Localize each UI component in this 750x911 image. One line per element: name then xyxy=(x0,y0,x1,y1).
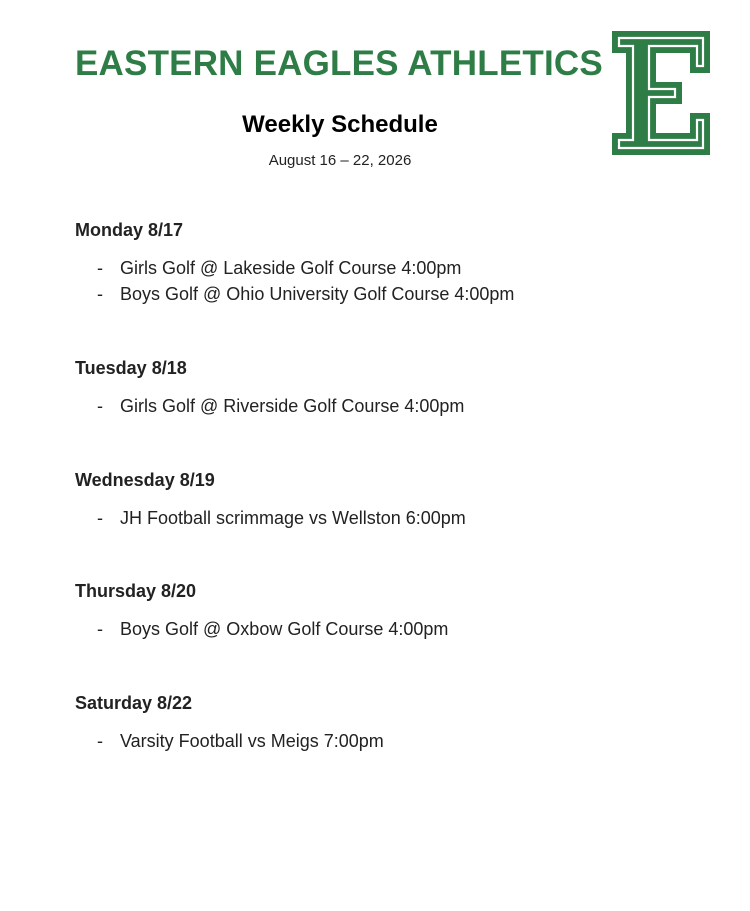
event-list xyxy=(75,255,695,307)
day-section xyxy=(75,357,695,419)
day-heading: Wednesday 8/19 xyxy=(75,470,215,490)
day-heading: Monday 8/17 xyxy=(75,220,184,240)
event-text: Varsity Football vs Meigs 7:00pm xyxy=(120,731,384,751)
event-text: Girls Golf @ Riverside Golf Course 4:00pm xyxy=(120,396,465,416)
event-item xyxy=(75,255,695,281)
event-item xyxy=(75,616,695,642)
event-item xyxy=(75,393,695,419)
event-item xyxy=(75,281,695,307)
day-section xyxy=(75,469,695,531)
event-item xyxy=(75,505,695,531)
bullet-dash: - xyxy=(97,731,103,751)
event-item xyxy=(75,728,695,754)
bullet-dash: - xyxy=(97,284,103,304)
bullet-dash: - xyxy=(97,258,103,278)
eagles-e-logo xyxy=(611,30,711,156)
day-heading: Thursday 8/20 xyxy=(75,581,197,601)
event-list xyxy=(75,616,695,642)
bullet-dash: - xyxy=(97,508,103,528)
event-text: Girls Golf @ Lakeside Golf Course 4:00pm xyxy=(120,258,462,278)
event-text: Boys Golf @ Ohio University Golf Course 4:00pm xyxy=(120,284,515,304)
bullet-dash: - xyxy=(97,619,103,639)
event-list xyxy=(75,505,695,531)
day-section xyxy=(75,692,695,754)
day-section xyxy=(75,580,695,642)
date-range: August 16 – 22, 2026 xyxy=(268,152,412,169)
page-title: EASTERN EAGLES ATHLETICS xyxy=(75,44,603,83)
event-text: JH Football scrimmage vs Wellston 6:00pm xyxy=(120,508,466,528)
day-section xyxy=(75,219,695,307)
event-list xyxy=(75,728,695,754)
bullet-dash: - xyxy=(97,396,103,416)
day-heading: Tuesday 8/18 xyxy=(75,358,187,378)
day-heading: Saturday 8/22 xyxy=(75,693,193,713)
event-text: Boys Golf @ Oxbow Golf Course 4:00pm xyxy=(120,619,449,639)
schedule-subtitle: Weekly Schedule xyxy=(242,111,438,138)
event-list xyxy=(75,393,695,419)
